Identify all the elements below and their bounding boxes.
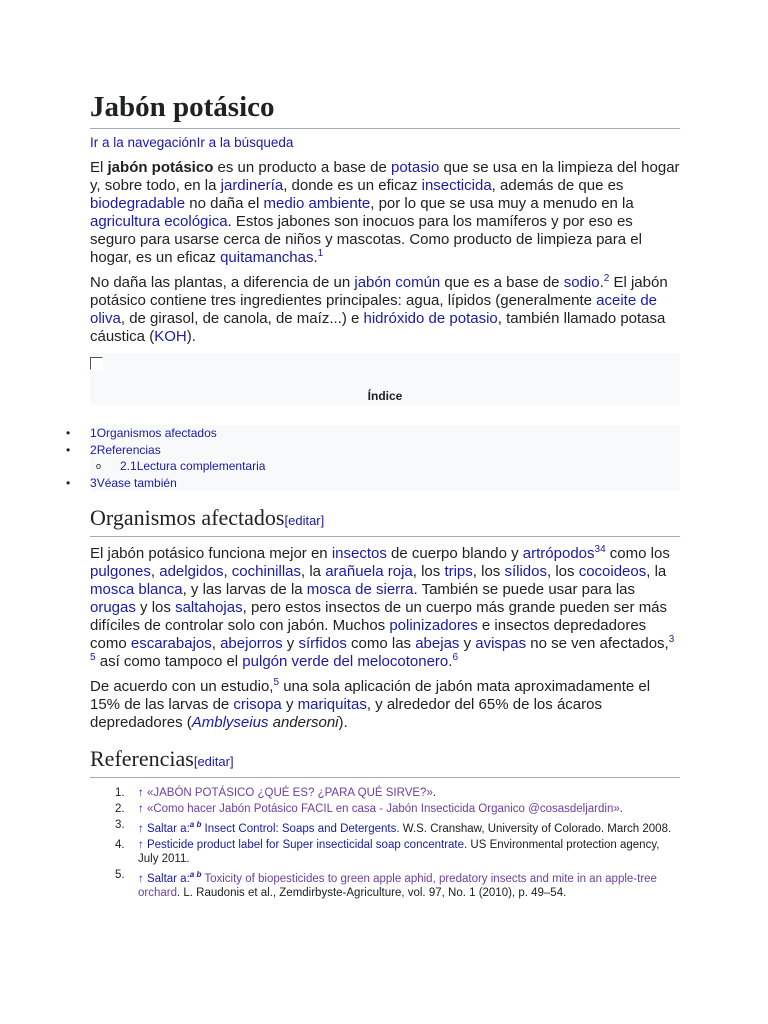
text: , los: [547, 563, 579, 580]
text: y: [282, 635, 299, 652]
reference-link[interactable]: Toxicity of biopesticides to green apple aphid, predatory insects and mite in an apple-tree orchard: [138, 872, 657, 899]
toc-link[interactable]: [90, 426, 217, 440]
bold-term: jabón potásico: [107, 159, 214, 176]
text: , y las larvas de la: [182, 581, 307, 598]
reference-number: 4.: [115, 838, 125, 851]
reference-link[interactable]: Insect Control: Soaps and Detergents: [204, 822, 397, 835]
toc-number: 2.1: [120, 459, 137, 473]
text: ,: [150, 563, 160, 580]
toc-item[interactable]: [90, 458, 680, 475]
text: e insectos depredadores como: [90, 617, 647, 652]
toc-label: Organismos afectados: [96, 426, 217, 440]
table-of-contents: [90, 353, 680, 405]
text: no daña el: [185, 195, 264, 212]
link-pulgones[interactable]: pulgones: [90, 563, 151, 580]
toc-item[interactable]: [90, 425, 680, 442]
text: , por lo que se usa muy a menudo en la: [370, 195, 634, 212]
citation-5[interactable]: 5: [273, 677, 280, 688]
back-link-arrow[interactable]: ↑: [138, 803, 144, 815]
text: , y alrededor del 65% de los ácaros depredadores (: [90, 696, 602, 731]
references-list: [90, 786, 680, 900]
text: El jabón potásico funciona mejor en: [90, 545, 332, 562]
text: que se usa en la limpieza del hogar y, sobre todo, en la: [90, 159, 680, 194]
text: y: [459, 635, 476, 652]
text: , además de que es: [491, 177, 624, 194]
reference-number: 3.: [115, 819, 125, 831]
reference-link[interactable]: «Como hacer Jabón Potásico FACIL en casa - Jabón Insecticida Organico @cosasdeljardin»: [146, 803, 620, 815]
section-heading-referencias: [90, 746, 680, 778]
reference-link[interactable]: «JABÓN POTÁSICO ¿QUÉ ES? ¿PARA QUÉ SIRVE?»: [146, 787, 433, 799]
link-medio-ambiente[interactable]: medio ambiente: [263, 195, 371, 212]
jump-links: [90, 135, 680, 151]
intro-paragraph: [90, 159, 680, 267]
text: ).: [338, 714, 348, 731]
text: y: [281, 696, 298, 713]
toc-label: Referencias: [96, 442, 161, 457]
link-aceite-de-oliva[interactable]: aceite de oliva: [90, 292, 658, 327]
toc-link[interactable]: [120, 459, 265, 473]
link-agricultura-ecologica[interactable]: agricultura ecológica: [90, 213, 228, 230]
reference-text: .: [432, 787, 437, 799]
link-trips[interactable]: trips: [444, 563, 473, 580]
toc-link[interactable]: [90, 476, 177, 490]
reference-item: [90, 868, 680, 900]
text: , la: [646, 563, 667, 580]
text: El: [90, 159, 108, 176]
text: , de girasol, de canola, de maíz...) e: [120, 310, 364, 327]
link-saltahojas[interactable]: saltahojas: [175, 599, 243, 616]
text: , los: [412, 563, 445, 580]
link-silidos[interactable]: sílidos: [504, 563, 547, 580]
link-crisopa[interactable]: crisopa: [233, 696, 282, 713]
reference-number: 5.: [115, 868, 125, 881]
link-insectos[interactable]: insectos: [331, 545, 387, 562]
text: no se ven afectados,: [526, 635, 669, 652]
text: como los: [605, 545, 670, 562]
link-sirfidos[interactable]: sírfidos: [298, 635, 347, 652]
reference-link[interactable]: Pesticide product label for Super insecticidal soap concentrate: [146, 838, 465, 851]
section-title: Organismos afectados: [90, 505, 285, 530]
reference-text: .: [619, 803, 623, 815]
link-avispas[interactable]: avispas: [475, 635, 527, 652]
link-hidroxido-de-potasio[interactable]: hidróxido de potasio: [363, 310, 498, 327]
back-link-arrow[interactable]: ↑: [138, 787, 144, 799]
link-amblyseius[interactable]: Amblyseius: [191, 714, 269, 731]
link-insecticida[interactable]: insecticida: [421, 177, 492, 194]
link-aranuela-roja[interactable]: arañuela roja: [325, 563, 413, 580]
link-abejas[interactable]: abejas: [415, 635, 460, 652]
link-escarabajos[interactable]: escarabajos: [130, 635, 212, 652]
text: , también llamado potasa cáustica (: [90, 310, 666, 345]
link-abejorros[interactable]: abejorros: [220, 635, 283, 652]
text: .: [313, 249, 318, 266]
jump-to-navigation-link[interactable]: Ir a la navegación: [90, 135, 197, 150]
link-cocoideos[interactable]: cocoideos: [578, 563, 647, 580]
text: . Estos jabones son inocuos para los mamíferos y por eso es seguro para usarse cerca de niños y mascotas. Como producto de limpieza para el hogar, es un eficaz: [90, 213, 642, 266]
text: De acuerdo con un estudio,: [90, 678, 274, 695]
organismos-paragraph-2: [90, 678, 680, 732]
section-title: Referencias: [90, 746, 194, 771]
link-mariquitas[interactable]: mariquitas: [297, 696, 367, 713]
text: , pero estos insectos de un cuerpo más grande pueden ser más difíciles de controlar solo con jabón. Muchos: [90, 599, 668, 634]
reference-item: [90, 786, 680, 800]
reference-number: 2.: [115, 803, 125, 815]
article-content: [90, 90, 680, 902]
text: . También se puede usar para las: [413, 581, 636, 598]
toc-label: Lectura complementaria: [136, 459, 266, 473]
link-mosca-blanca[interactable]: mosca blanca: [90, 581, 183, 598]
link-quitamanchas[interactable]: quitamanchas: [220, 249, 314, 266]
text: que es a base de: [440, 274, 564, 291]
text: una sola aplicación de jabón mata aproximadamente el 15% de las larvas de: [90, 678, 651, 713]
text: ,: [223, 563, 232, 580]
citation-34[interactable]: 34: [594, 544, 606, 555]
reference-item: [90, 838, 680, 866]
back-link-arrow[interactable]: ↑ Saltar a:: [138, 872, 190, 885]
text: de cuerpo blando y: [386, 545, 523, 562]
text: .: [599, 274, 604, 291]
text: así como tampoco el: [95, 653, 243, 670]
link-polinizadores[interactable]: polinizadores: [389, 617, 478, 634]
link-cochinillas[interactable]: cochinillas: [231, 563, 301, 580]
back-link-letters[interactable]: a b: [189, 869, 202, 879]
text: El jabón potásico contiene tres ingredientes principales: agua, lípidos (generalmente: [90, 274, 668, 309]
text: ,: [211, 635, 221, 652]
link-koh[interactable]: KOH: [154, 328, 187, 345]
species-name: andersoni: [272, 714, 339, 731]
toc-number: 2: [90, 442, 97, 457]
toc-link[interactable]: [90, 443, 161, 457]
citation-2[interactable]: 2: [603, 273, 610, 284]
text: como las: [346, 635, 416, 652]
toc-label: Véase también: [96, 475, 177, 490]
citation-5[interactable]: 5: [90, 652, 96, 663]
link-sodio[interactable]: sodio: [563, 274, 600, 291]
back-link-letters[interactable]: a b: [189, 820, 202, 829]
toc-list: [90, 425, 680, 491]
link-biodegradable[interactable]: biodegradable: [90, 195, 186, 212]
toc-item[interactable]: [90, 475, 680, 492]
link-pulgon-verde[interactable]: pulgón verde del melocotonero: [242, 653, 449, 670]
second-paragraph: [90, 274, 680, 346]
back-link-arrow[interactable]: ↑: [138, 838, 144, 851]
citation-3[interactable]: 3: [668, 634, 675, 645]
toc-title: Índice: [367, 389, 403, 403]
toc-number: 3: [90, 475, 97, 490]
link-potasio[interactable]: potasio: [391, 159, 440, 176]
link-mosca-de-sierra[interactable]: mosca de sierra: [306, 581, 414, 598]
reference-text: . L. Raudonis et al., Zemdirbyste-Agriculture, vol. 97, No. 1 (2010), p. 49–54.: [177, 886, 567, 899]
text: ).: [186, 328, 196, 345]
reference-item: [90, 802, 680, 816]
reference-number: 1.: [115, 787, 125, 799]
organismos-paragraph-1: [90, 545, 680, 671]
citation-1[interactable]: 1: [317, 248, 324, 259]
text: , donde es un eficaz: [283, 177, 422, 194]
text: es un producto a base de: [213, 159, 391, 176]
section-heading-organismos: [90, 505, 680, 537]
toc-item[interactable]: [90, 442, 680, 459]
back-link-arrow[interactable]: ↑ Saltar a:: [138, 822, 190, 835]
text: , los: [472, 563, 505, 580]
reference-item: [90, 818, 680, 836]
text: .: [448, 653, 453, 670]
link-jardineria[interactable]: jardinería: [220, 177, 284, 194]
citation-6[interactable]: 6: [452, 652, 459, 663]
link-orugas[interactable]: orugas: [90, 599, 136, 616]
link-jabon-comun[interactable]: jabón común: [354, 274, 441, 291]
edit-section-link[interactable]: [editar]: [193, 754, 234, 769]
reference-text: . US Environmental protection agency, July 2011.: [138, 838, 660, 865]
text: , la: [301, 563, 326, 580]
text: y los: [135, 599, 176, 616]
toc-toggle-checkbox[interactable]: [90, 357, 103, 370]
link-artropodos[interactable]: artrópodos: [522, 545, 595, 562]
reference-text: . W.S. Cranshaw, University of Colorado. March 2008.: [396, 822, 672, 835]
jump-to-search-link[interactable]: Ir a la búsqueda: [196, 135, 294, 150]
edit-section-link[interactable]: [editar]: [284, 513, 325, 528]
text: No daña las plantas, a diferencia de un: [90, 274, 355, 291]
link-adelgidos[interactable]: adelgidos: [159, 563, 224, 580]
page-title: Jabón potásico: [90, 90, 680, 129]
toc-number: 1: [90, 426, 97, 440]
